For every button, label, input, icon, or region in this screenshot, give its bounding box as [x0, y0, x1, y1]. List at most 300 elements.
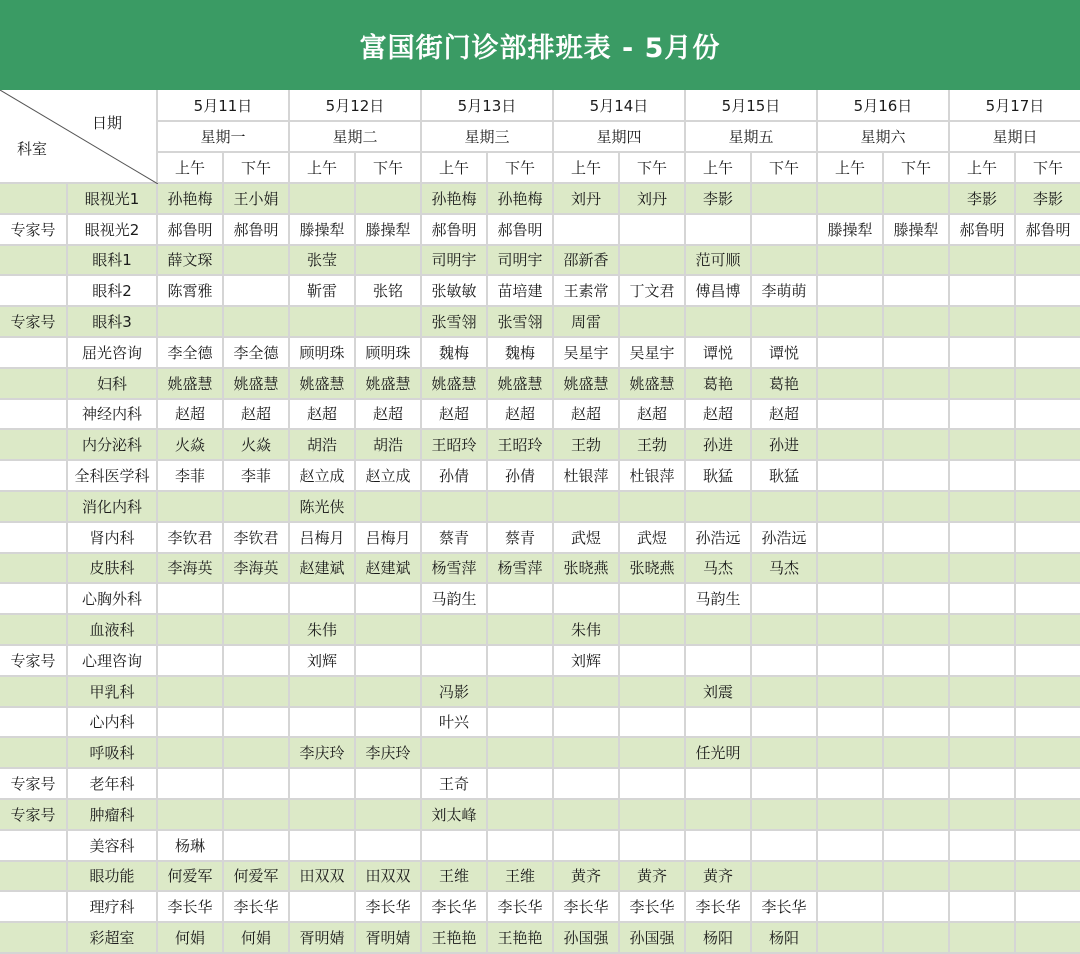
schedule-cell[interactable]: 孙国强 [554, 923, 620, 954]
schedule-cell[interactable] [950, 554, 1016, 585]
schedule-cell[interactable] [950, 400, 1016, 431]
schedule-cell[interactable] [488, 677, 554, 708]
schedule-cell[interactable]: 靳雷 [290, 276, 356, 307]
schedule-cell[interactable] [818, 738, 884, 769]
schedule-cell[interactable] [356, 677, 422, 708]
schedule-cell[interactable] [422, 646, 488, 677]
schedule-cell[interactable] [1016, 400, 1080, 431]
schedule-cell[interactable] [620, 246, 686, 277]
schedule-cell[interactable] [158, 769, 224, 800]
schedule-cell[interactable]: 王艳艳 [488, 923, 554, 954]
schedule-cell[interactable]: 姚盛慧 [224, 369, 290, 400]
schedule-cell[interactable] [620, 215, 686, 246]
schedule-cell[interactable] [818, 862, 884, 893]
schedule-cell[interactable] [818, 492, 884, 523]
schedule-cell[interactable]: 王昭玲 [488, 430, 554, 461]
schedule-cell[interactable] [224, 276, 290, 307]
schedule-cell[interactable] [1016, 677, 1080, 708]
schedule-cell[interactable]: 李海英 [224, 554, 290, 585]
schedule-cell[interactable]: 刘辉 [554, 646, 620, 677]
schedule-cell[interactable] [224, 615, 290, 646]
schedule-cell[interactable] [752, 800, 818, 831]
schedule-cell[interactable] [488, 708, 554, 739]
schedule-cell[interactable] [950, 800, 1016, 831]
schedule-cell[interactable] [818, 646, 884, 677]
schedule-cell[interactable] [1016, 338, 1080, 369]
schedule-cell[interactable]: 魏梅 [488, 338, 554, 369]
schedule-cell[interactable] [224, 708, 290, 739]
schedule-cell[interactable]: 黄齐 [620, 862, 686, 893]
schedule-cell[interactable] [686, 800, 752, 831]
schedule-cell[interactable] [884, 492, 950, 523]
schedule-cell[interactable] [686, 215, 752, 246]
schedule-cell[interactable] [752, 738, 818, 769]
schedule-cell[interactable]: 王勃 [554, 430, 620, 461]
schedule-cell[interactable]: 丁文君 [620, 276, 686, 307]
schedule-cell[interactable]: 胥明婧 [356, 923, 422, 954]
schedule-cell[interactable]: 赵超 [686, 400, 752, 431]
schedule-cell[interactable]: 王昭玲 [422, 430, 488, 461]
schedule-cell[interactable]: 魏梅 [422, 338, 488, 369]
schedule-cell[interactable] [950, 708, 1016, 739]
schedule-cell[interactable]: 郝鲁明 [1016, 215, 1080, 246]
schedule-cell[interactable] [950, 584, 1016, 615]
schedule-cell[interactable]: 李钦君 [158, 523, 224, 554]
schedule-cell[interactable] [818, 554, 884, 585]
schedule-cell[interactable]: 马杰 [686, 554, 752, 585]
schedule-cell[interactable] [686, 492, 752, 523]
schedule-cell[interactable] [752, 615, 818, 646]
schedule-cell[interactable] [158, 738, 224, 769]
schedule-cell[interactable] [1016, 769, 1080, 800]
schedule-cell[interactable] [554, 584, 620, 615]
schedule-cell[interactable] [818, 584, 884, 615]
schedule-cell[interactable]: 冯影 [422, 677, 488, 708]
schedule-cell[interactable] [884, 862, 950, 893]
schedule-cell[interactable] [818, 615, 884, 646]
schedule-cell[interactable] [290, 831, 356, 862]
schedule-cell[interactable]: 赵超 [290, 400, 356, 431]
schedule-cell[interactable]: 赵立成 [356, 461, 422, 492]
schedule-cell[interactable]: 滕操犁 [356, 215, 422, 246]
schedule-cell[interactable] [1016, 430, 1080, 461]
schedule-cell[interactable]: 李全德 [158, 338, 224, 369]
schedule-cell[interactable] [752, 646, 818, 677]
schedule-cell[interactable] [884, 338, 950, 369]
schedule-cell[interactable]: 李长华 [554, 892, 620, 923]
schedule-cell[interactable] [488, 769, 554, 800]
schedule-cell[interactable] [290, 708, 356, 739]
schedule-cell[interactable] [752, 708, 818, 739]
schedule-cell[interactable] [686, 307, 752, 338]
schedule-cell[interactable] [818, 184, 884, 215]
schedule-cell[interactable]: 胡浩 [356, 430, 422, 461]
schedule-cell[interactable] [290, 584, 356, 615]
schedule-cell[interactable] [1016, 369, 1080, 400]
schedule-cell[interactable] [224, 246, 290, 277]
schedule-cell[interactable]: 顾明珠 [290, 338, 356, 369]
schedule-cell[interactable] [158, 800, 224, 831]
schedule-cell[interactable]: 薛文琛 [158, 246, 224, 277]
schedule-cell[interactable]: 李长华 [422, 892, 488, 923]
schedule-cell[interactable]: 李长华 [488, 892, 554, 923]
schedule-cell[interactable]: 马杰 [752, 554, 818, 585]
schedule-cell[interactable] [884, 831, 950, 862]
schedule-cell[interactable] [818, 276, 884, 307]
schedule-cell[interactable]: 王维 [422, 862, 488, 893]
schedule-cell[interactable] [818, 338, 884, 369]
schedule-cell[interactable]: 王维 [488, 862, 554, 893]
schedule-cell[interactable] [752, 184, 818, 215]
schedule-cell[interactable] [884, 461, 950, 492]
schedule-cell[interactable] [818, 430, 884, 461]
schedule-cell[interactable]: 朱伟 [290, 615, 356, 646]
schedule-cell[interactable]: 田双双 [356, 862, 422, 893]
schedule-cell[interactable]: 杨雪萍 [488, 554, 554, 585]
schedule-cell[interactable] [884, 769, 950, 800]
schedule-cell[interactable] [224, 492, 290, 523]
schedule-cell[interactable]: 张晓燕 [554, 554, 620, 585]
schedule-cell[interactable] [1016, 800, 1080, 831]
schedule-cell[interactable] [818, 831, 884, 862]
schedule-cell[interactable] [620, 492, 686, 523]
schedule-cell[interactable] [884, 184, 950, 215]
schedule-cell[interactable]: 杨琳 [158, 831, 224, 862]
schedule-cell[interactable]: 吴星宇 [620, 338, 686, 369]
schedule-cell[interactable] [554, 831, 620, 862]
schedule-cell[interactable]: 张莹 [290, 246, 356, 277]
schedule-cell[interactable]: 苗培建 [488, 276, 554, 307]
schedule-cell[interactable]: 赵建斌 [356, 554, 422, 585]
schedule-cell[interactable]: 吕梅月 [356, 523, 422, 554]
schedule-cell[interactable] [1016, 862, 1080, 893]
schedule-cell[interactable] [1016, 523, 1080, 554]
schedule-cell[interactable]: 王勃 [620, 430, 686, 461]
schedule-cell[interactable] [554, 769, 620, 800]
schedule-cell[interactable] [818, 461, 884, 492]
schedule-cell[interactable] [818, 523, 884, 554]
schedule-cell[interactable] [158, 584, 224, 615]
schedule-cell[interactable] [1016, 923, 1080, 954]
schedule-cell[interactable] [950, 461, 1016, 492]
schedule-cell[interactable] [884, 677, 950, 708]
schedule-cell[interactable]: 孙艳梅 [158, 184, 224, 215]
schedule-cell[interactable] [620, 584, 686, 615]
schedule-cell[interactable] [620, 615, 686, 646]
schedule-cell[interactable] [422, 831, 488, 862]
schedule-cell[interactable] [356, 584, 422, 615]
schedule-cell[interactable]: 郝鲁明 [224, 215, 290, 246]
schedule-cell[interactable]: 马韵生 [686, 584, 752, 615]
schedule-cell[interactable]: 任光明 [686, 738, 752, 769]
schedule-cell[interactable]: 郝鲁明 [422, 215, 488, 246]
schedule-cell[interactable] [1016, 554, 1080, 585]
schedule-cell[interactable] [158, 307, 224, 338]
schedule-cell[interactable] [554, 677, 620, 708]
schedule-cell[interactable]: 孙艳梅 [488, 184, 554, 215]
schedule-cell[interactable]: 火焱 [224, 430, 290, 461]
schedule-cell[interactable] [356, 246, 422, 277]
schedule-cell[interactable] [290, 677, 356, 708]
schedule-cell[interactable]: 马韵生 [422, 584, 488, 615]
schedule-cell[interactable]: 孙进 [752, 430, 818, 461]
schedule-cell[interactable]: 刘丹 [554, 184, 620, 215]
schedule-cell[interactable] [950, 492, 1016, 523]
schedule-cell[interactable]: 胡浩 [290, 430, 356, 461]
schedule-cell[interactable]: 朱伟 [554, 615, 620, 646]
schedule-cell[interactable] [884, 430, 950, 461]
schedule-cell[interactable] [158, 646, 224, 677]
schedule-cell[interactable]: 王小娟 [224, 184, 290, 215]
schedule-cell[interactable]: 李菲 [158, 461, 224, 492]
schedule-cell[interactable]: 姚盛慧 [356, 369, 422, 400]
schedule-cell[interactable] [950, 307, 1016, 338]
schedule-cell[interactable] [950, 923, 1016, 954]
schedule-cell[interactable] [884, 923, 950, 954]
schedule-cell[interactable]: 杜银萍 [620, 461, 686, 492]
schedule-cell[interactable]: 司明宇 [488, 246, 554, 277]
schedule-cell[interactable] [1016, 708, 1080, 739]
schedule-cell[interactable]: 赵超 [158, 400, 224, 431]
schedule-cell[interactable]: 孙浩远 [752, 523, 818, 554]
schedule-cell[interactable]: 杨阳 [686, 923, 752, 954]
schedule-cell[interactable]: 滕操犁 [818, 215, 884, 246]
schedule-cell[interactable] [752, 831, 818, 862]
schedule-cell[interactable] [620, 738, 686, 769]
schedule-cell[interactable]: 杨阳 [752, 923, 818, 954]
schedule-cell[interactable] [554, 215, 620, 246]
schedule-cell[interactable]: 姚盛慧 [422, 369, 488, 400]
schedule-cell[interactable] [884, 400, 950, 431]
schedule-cell[interactable]: 王艳艳 [422, 923, 488, 954]
schedule-cell[interactable] [356, 184, 422, 215]
schedule-cell[interactable] [752, 862, 818, 893]
schedule-cell[interactable]: 叶兴 [422, 708, 488, 739]
schedule-cell[interactable]: 蔡青 [422, 523, 488, 554]
schedule-cell[interactable]: 李庆玲 [356, 738, 422, 769]
schedule-cell[interactable]: 赵超 [554, 400, 620, 431]
schedule-cell[interactable] [1016, 738, 1080, 769]
schedule-cell[interactable]: 李长华 [224, 892, 290, 923]
schedule-cell[interactable] [356, 800, 422, 831]
schedule-cell[interactable] [950, 246, 1016, 277]
schedule-cell[interactable]: 赵超 [620, 400, 686, 431]
schedule-cell[interactable] [818, 677, 884, 708]
schedule-cell[interactable]: 刘震 [686, 677, 752, 708]
schedule-cell[interactable]: 郝鲁明 [158, 215, 224, 246]
schedule-cell[interactable] [488, 738, 554, 769]
schedule-cell[interactable]: 姚盛慧 [158, 369, 224, 400]
schedule-cell[interactable]: 孙国强 [620, 923, 686, 954]
schedule-cell[interactable]: 何爱军 [158, 862, 224, 893]
schedule-cell[interactable] [752, 307, 818, 338]
schedule-cell[interactable]: 谭悦 [752, 338, 818, 369]
schedule-cell[interactable] [488, 831, 554, 862]
schedule-cell[interactable] [818, 400, 884, 431]
schedule-cell[interactable]: 滕操犁 [884, 215, 950, 246]
schedule-cell[interactable]: 周雷 [554, 307, 620, 338]
schedule-cell[interactable] [224, 800, 290, 831]
schedule-cell[interactable]: 葛艳 [752, 369, 818, 400]
schedule-cell[interactable] [554, 738, 620, 769]
schedule-cell[interactable]: 李影 [950, 184, 1016, 215]
schedule-cell[interactable] [950, 738, 1016, 769]
schedule-cell[interactable]: 李萌萌 [752, 276, 818, 307]
schedule-cell[interactable] [620, 708, 686, 739]
schedule-cell[interactable]: 赵立成 [290, 461, 356, 492]
schedule-cell[interactable] [686, 831, 752, 862]
schedule-cell[interactable] [488, 492, 554, 523]
schedule-cell[interactable] [818, 708, 884, 739]
schedule-cell[interactable] [488, 584, 554, 615]
schedule-cell[interactable]: 李菲 [224, 461, 290, 492]
schedule-cell[interactable] [620, 831, 686, 862]
schedule-cell[interactable] [158, 615, 224, 646]
schedule-cell[interactable] [554, 708, 620, 739]
schedule-cell[interactable] [1016, 892, 1080, 923]
schedule-cell[interactable] [950, 338, 1016, 369]
schedule-cell[interactable] [356, 769, 422, 800]
schedule-cell[interactable] [158, 708, 224, 739]
schedule-cell[interactable] [422, 738, 488, 769]
schedule-cell[interactable]: 滕操犁 [290, 215, 356, 246]
schedule-cell[interactable]: 姚盛慧 [554, 369, 620, 400]
schedule-cell[interactable] [620, 769, 686, 800]
schedule-cell[interactable] [752, 492, 818, 523]
schedule-cell[interactable] [290, 184, 356, 215]
schedule-cell[interactable]: 郝鲁明 [950, 215, 1016, 246]
schedule-cell[interactable] [620, 677, 686, 708]
schedule-cell[interactable] [818, 923, 884, 954]
schedule-cell[interactable] [224, 738, 290, 769]
schedule-cell[interactable] [1016, 492, 1080, 523]
schedule-cell[interactable] [950, 769, 1016, 800]
schedule-cell[interactable]: 刘丹 [620, 184, 686, 215]
schedule-cell[interactable] [1016, 246, 1080, 277]
schedule-cell[interactable] [1016, 307, 1080, 338]
schedule-cell[interactable]: 李长华 [686, 892, 752, 923]
schedule-cell[interactable]: 赵超 [422, 400, 488, 431]
schedule-cell[interactable] [158, 492, 224, 523]
schedule-cell[interactable]: 张敏敏 [422, 276, 488, 307]
schedule-cell[interactable]: 田双双 [290, 862, 356, 893]
schedule-cell[interactable] [224, 831, 290, 862]
schedule-cell[interactable] [950, 862, 1016, 893]
schedule-cell[interactable]: 孙浩远 [686, 523, 752, 554]
schedule-cell[interactable]: 顾明珠 [356, 338, 422, 369]
schedule-cell[interactable]: 李全德 [224, 338, 290, 369]
schedule-cell[interactable]: 姚盛慧 [290, 369, 356, 400]
schedule-cell[interactable] [1016, 615, 1080, 646]
schedule-cell[interactable]: 姚盛慧 [620, 369, 686, 400]
schedule-cell[interactable]: 黄齐 [686, 862, 752, 893]
schedule-cell[interactable]: 赵超 [488, 400, 554, 431]
schedule-cell[interactable] [950, 831, 1016, 862]
schedule-cell[interactable] [884, 584, 950, 615]
schedule-cell[interactable]: 张雪翎 [488, 307, 554, 338]
schedule-cell[interactable]: 吴星宇 [554, 338, 620, 369]
schedule-cell[interactable] [950, 615, 1016, 646]
schedule-cell[interactable] [752, 215, 818, 246]
schedule-cell[interactable] [950, 892, 1016, 923]
schedule-cell[interactable]: 张晓燕 [620, 554, 686, 585]
schedule-cell[interactable] [554, 800, 620, 831]
schedule-cell[interactable] [950, 276, 1016, 307]
schedule-cell[interactable]: 刘太峰 [422, 800, 488, 831]
schedule-cell[interactable] [290, 800, 356, 831]
schedule-cell[interactable] [884, 523, 950, 554]
schedule-cell[interactable]: 范可顺 [686, 246, 752, 277]
schedule-cell[interactable]: 李庆玲 [290, 738, 356, 769]
schedule-cell[interactable] [884, 708, 950, 739]
schedule-cell[interactable]: 郝鲁明 [488, 215, 554, 246]
schedule-cell[interactable] [752, 677, 818, 708]
schedule-cell[interactable] [620, 800, 686, 831]
schedule-cell[interactable] [686, 615, 752, 646]
schedule-cell[interactable] [950, 369, 1016, 400]
schedule-cell[interactable]: 司明宇 [422, 246, 488, 277]
schedule-cell[interactable]: 李海英 [158, 554, 224, 585]
schedule-cell[interactable]: 李长华 [620, 892, 686, 923]
schedule-cell[interactable] [488, 615, 554, 646]
schedule-cell[interactable]: 李长华 [752, 892, 818, 923]
schedule-cell[interactable] [818, 246, 884, 277]
schedule-cell[interactable]: 邵新香 [554, 246, 620, 277]
schedule-cell[interactable]: 黄齐 [554, 862, 620, 893]
schedule-cell[interactable] [1016, 461, 1080, 492]
schedule-cell[interactable] [950, 523, 1016, 554]
schedule-cell[interactable]: 刘辉 [290, 646, 356, 677]
schedule-cell[interactable] [818, 369, 884, 400]
schedule-cell[interactable] [884, 800, 950, 831]
schedule-cell[interactable]: 赵超 [752, 400, 818, 431]
schedule-cell[interactable] [884, 246, 950, 277]
schedule-cell[interactable]: 何娟 [224, 923, 290, 954]
schedule-cell[interactable] [224, 677, 290, 708]
schedule-cell[interactable] [224, 769, 290, 800]
schedule-cell[interactable] [818, 769, 884, 800]
schedule-cell[interactable] [686, 769, 752, 800]
schedule-cell[interactable]: 葛艳 [686, 369, 752, 400]
schedule-cell[interactable]: 火焱 [158, 430, 224, 461]
schedule-cell[interactable] [818, 307, 884, 338]
schedule-cell[interactable]: 吕梅月 [290, 523, 356, 554]
schedule-cell[interactable] [1016, 646, 1080, 677]
schedule-cell[interactable] [686, 646, 752, 677]
schedule-cell[interactable] [224, 307, 290, 338]
schedule-cell[interactable]: 何娟 [158, 923, 224, 954]
schedule-cell[interactable] [950, 430, 1016, 461]
schedule-cell[interactable] [224, 584, 290, 615]
schedule-cell[interactable]: 李钦君 [224, 523, 290, 554]
schedule-cell[interactable]: 耿猛 [686, 461, 752, 492]
schedule-cell[interactable]: 姚盛慧 [488, 369, 554, 400]
schedule-cell[interactable] [290, 307, 356, 338]
schedule-cell[interactable]: 胥明婧 [290, 923, 356, 954]
schedule-cell[interactable]: 李长华 [158, 892, 224, 923]
schedule-cell[interactable]: 杨雪萍 [422, 554, 488, 585]
schedule-cell[interactable] [884, 646, 950, 677]
schedule-cell[interactable] [356, 831, 422, 862]
schedule-cell[interactable] [422, 615, 488, 646]
schedule-cell[interactable] [356, 708, 422, 739]
schedule-cell[interactable] [356, 492, 422, 523]
schedule-cell[interactable]: 赵超 [356, 400, 422, 431]
schedule-cell[interactable]: 武煜 [620, 523, 686, 554]
schedule-cell[interactable] [422, 492, 488, 523]
schedule-cell[interactable] [224, 646, 290, 677]
schedule-cell[interactable]: 杜银萍 [554, 461, 620, 492]
